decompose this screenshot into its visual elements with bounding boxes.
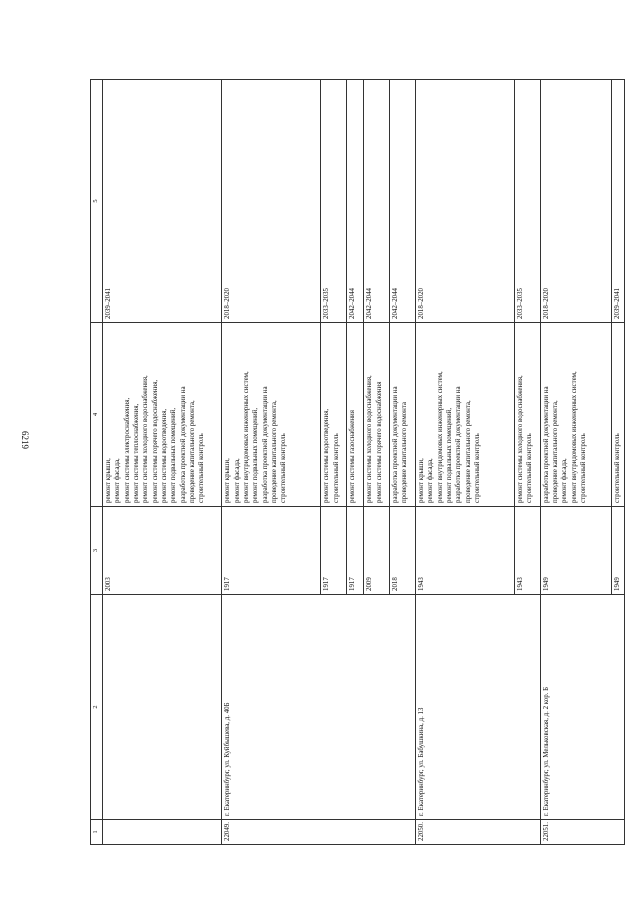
building-address: г. Екатеринбург, ул. Мельковская, д. 2 кор. Б bbox=[540, 595, 624, 820]
work-item: ремонт системы холодного водоснабжения, bbox=[516, 375, 524, 503]
work-item: строительный контроль bbox=[198, 433, 206, 503]
row-number: 22049. bbox=[222, 820, 416, 845]
work-item: ремонт системы горячего водоснабжения, bbox=[151, 379, 159, 503]
table-row bbox=[415, 80, 514, 845]
work-item: ремонт подвальных помещений, bbox=[170, 407, 178, 503]
works-list bbox=[415, 323, 514, 507]
works-list bbox=[514, 323, 540, 507]
row-number: 22050. bbox=[415, 820, 540, 845]
work-item: разработка проектной документации на bbox=[455, 386, 463, 503]
work-item: ремонт системы электроснабжения, bbox=[123, 397, 131, 503]
table-row bbox=[103, 80, 222, 845]
header-col-1: 1 bbox=[91, 820, 103, 845]
build-year: 2018 bbox=[390, 507, 416, 595]
work-item: ремонт системы холодного водоснабжения, bbox=[366, 375, 374, 503]
work-item: строительный контроль bbox=[580, 433, 587, 503]
work-item: ремонт фасада, bbox=[561, 458, 569, 503]
work-item: ремонт подвальных помещений, bbox=[252, 407, 260, 503]
page-number: 6219 bbox=[20, 431, 30, 449]
work-item: ремонт фасада, bbox=[114, 458, 122, 503]
build-year: 1949 bbox=[611, 507, 624, 595]
build-year: 2009 bbox=[364, 507, 390, 595]
work-item: строительный контроль bbox=[332, 433, 340, 503]
build-year: 1949 bbox=[540, 507, 611, 595]
repair-period: 2039–2041 bbox=[611, 80, 624, 323]
header-col-4: 4 bbox=[91, 323, 103, 507]
row-number: 22051. bbox=[540, 820, 624, 845]
work-item: ремонт фасада, bbox=[427, 458, 435, 503]
work-item: проведение капитального ремонта, bbox=[464, 400, 472, 503]
work-item: разработка проектной документации на bbox=[392, 386, 400, 503]
repair-period: 2033–2035 bbox=[321, 80, 347, 323]
work-item: проведение капитального ремонта, bbox=[188, 400, 196, 503]
build-year: 2003 bbox=[103, 507, 222, 595]
work-item: ремонт системы газоснабжения bbox=[349, 410, 357, 503]
build-year: 1917 bbox=[222, 507, 321, 595]
works-list bbox=[611, 323, 624, 507]
repair-period: 2042–2044 bbox=[364, 80, 390, 323]
work-item: разработка проектной документации на bbox=[261, 386, 269, 503]
header-col-5: 5 bbox=[91, 80, 103, 323]
work-item: ремонт фасада, bbox=[233, 458, 241, 503]
repair-period: 2018–2020 bbox=[222, 80, 321, 323]
work-item: строительный контроль bbox=[473, 433, 481, 503]
work-item: ремонт внутридомовых инженерных систем, bbox=[436, 371, 444, 503]
header-col-3: 3 bbox=[91, 507, 103, 595]
works-list bbox=[540, 323, 611, 507]
repair-period: 2033–2035 bbox=[514, 80, 540, 323]
building-address: г. Екатеринбург, ул. Бабушкина, д. 13 bbox=[415, 595, 540, 820]
works-list bbox=[364, 323, 390, 507]
works-list bbox=[103, 323, 222, 507]
building-address bbox=[103, 595, 222, 820]
work-item: ремонт внутридомовых инженерных систем, bbox=[243, 371, 251, 503]
works-list bbox=[321, 323, 347, 507]
work-item: ремонт системы горячего водоснабжения bbox=[375, 381, 383, 503]
repair-period: 2018–2020 bbox=[540, 80, 611, 323]
header-col-2: 2 bbox=[91, 595, 103, 820]
table-header-row bbox=[91, 80, 103, 845]
repair-period: 2042–2044 bbox=[347, 80, 364, 323]
table-row bbox=[540, 80, 611, 845]
work-item: строительный контроль bbox=[526, 433, 534, 503]
work-item: ремонт крыши, bbox=[417, 458, 425, 503]
work-item: ремонт внутридомовых инженерных систем, bbox=[570, 371, 578, 503]
work-item: строительный контроль bbox=[613, 433, 621, 503]
building-address: г. Екатеринбург, ул. Куйбышева, д. 40Б bbox=[222, 595, 416, 820]
row-number bbox=[103, 820, 222, 845]
repair-period: 2018–2020 bbox=[415, 80, 514, 323]
work-item: строительный контроль bbox=[280, 433, 288, 503]
works-list bbox=[347, 323, 364, 507]
build-year: 1917 bbox=[321, 507, 347, 595]
works-list bbox=[390, 323, 416, 507]
repair-period: 2042–2044 bbox=[390, 80, 416, 323]
work-item: проведение капитального ремонта, bbox=[552, 400, 560, 503]
build-year: 1943 bbox=[415, 507, 514, 595]
work-item: проведение капитального ремонта, bbox=[270, 400, 278, 503]
work-item: ремонт системы водоотведения, bbox=[323, 408, 331, 503]
table-row bbox=[222, 80, 321, 845]
works-list bbox=[222, 323, 321, 507]
rotated-table-container bbox=[90, 80, 625, 845]
build-year: 1943 bbox=[514, 507, 540, 595]
work-item: разработка проектной документации на bbox=[542, 386, 550, 503]
work-item: ремонт системы теплоснабжения, bbox=[132, 403, 140, 503]
capital-repair-table bbox=[90, 79, 625, 845]
work-item: проведение капитального ремонта bbox=[401, 402, 409, 503]
repair-period: 2039–2041 bbox=[103, 80, 222, 323]
work-item: разработка проектной документации на bbox=[179, 386, 187, 503]
work-item: ремонт системы холодного водоснабжения, bbox=[142, 375, 150, 503]
work-item: ремонт крыши, bbox=[224, 458, 232, 503]
work-item: ремонт подвальных помещений, bbox=[445, 407, 453, 503]
work-item: ремонт системы водоотведения, bbox=[160, 408, 168, 503]
work-item: ремонт крыши, bbox=[105, 458, 112, 503]
build-year: 1917 bbox=[347, 507, 364, 595]
